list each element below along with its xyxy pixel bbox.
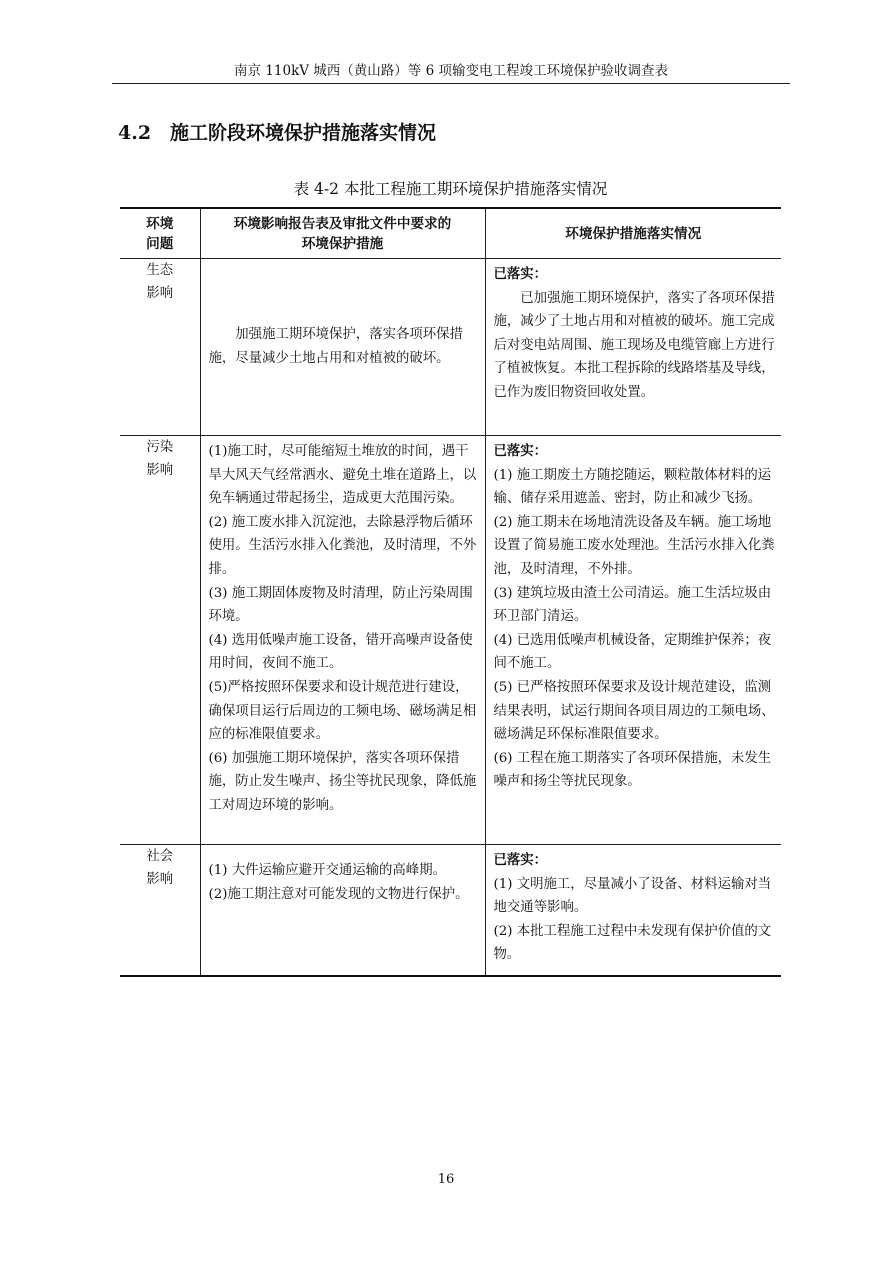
issue-label-line2: 影响 [146,872,174,887]
header-rule [112,83,790,84]
table-row [120,259,781,436]
required-item: (2)施工期注意对可能发现的文物进行保护。 [208,886,469,902]
header-required [200,208,485,259]
status-label: 已落实： [493,443,548,459]
issue-label-line1: 社会 [146,849,174,864]
required-cell [200,845,485,976]
measures-table [120,207,781,977]
issue-cell [120,845,200,976]
implemented-cell [485,845,781,976]
section-heading [118,120,436,146]
header-implemented: 环境保护措施落实情况 [485,208,781,259]
page-number: 16 [437,1172,455,1187]
required-item: (1)施工时，尽可能缩短土堆放的时间，遇干旱大风天气经常洒水、避免土堆在道路上，以免车辆通过带起扬尘，造成更大范围污染。 [208,444,477,507]
required-item: (3) 施工期固体废物及时清理，防止污染周围环境。 [208,585,473,625]
header-required-line2: 环境保护措施 [301,235,384,252]
implemented-item: (1) 文明施工，尽量减小了设备、材料运输对当地交通等影响。 [493,876,772,916]
required-item: (6) 加强施工期环境保护，落实各项环保措施，防止发生噪声、扬尘等扰民现象，降低施工对周边环境的影响。 [208,750,477,813]
header-issue [120,208,200,259]
issue-label-line1: 生态 [146,263,174,278]
implemented-item: (1) 施工期废土方随挖随运，颗粒散体材料的运输、储存采用遮盖、密封，防止和减少飞扬。 [493,467,772,507]
implemented-item: (6) 工程在施工期落实了各项环保措施，未发生噪声和扬尘等扰民现象。 [493,750,772,790]
table-caption: 表 4-2 本批工程施工期环境保护措施落实情况 [293,180,608,198]
required-item: (2) 施工废水排入沉淀池，去除悬浮物后循环使用。生活污水排入化粪池，及时清理，不外排。 [208,514,477,577]
issue-label-line2: 影响 [146,286,174,301]
implemented-item: (2) 施工期未在场地清洗设备及车辆。施工场地设置了简易施工废水处理池。生活污水排入化粪池，及时清理，不外排。 [493,514,775,577]
implemented-cell [485,259,781,436]
issue-label-line1: 污染 [146,440,174,455]
implemented-item: (2) 本批工程施工过程中未发现有保护价值的文物。 [493,923,772,963]
section-number: 4.2 [118,122,152,144]
running-header: 南京 110kV 城西（黄山路）等 6 项输变电工程竣工环境保护验收调查表 [234,63,668,79]
header-issue-line2: 问题 [146,235,174,252]
table-row [120,436,781,845]
table-row [120,845,781,976]
header-required-line1: 环境影响报告表及审批文件中要求的 [233,215,452,232]
header-issue-line1: 环境 [146,215,174,232]
issue-cell [120,436,200,845]
issue-cell [120,259,200,436]
implemented-item: 已加强施工期环境保护，落实了各项环保措施，减少了土地占用和对植被的破坏。施工完成后对变电站周围、施工现场及电缆管廊上方进行了植被恢复。本批工程拆除的线路塔基及导线，已作为废旧物资回收处置。 [493,290,775,400]
required-cell [200,259,485,436]
implemented-item: (5) 已严格按照环保要求及设计规范建设，监测结果表明，试运行期间各项目周边的工频电场、磁场满足环保标准限值要求。 [493,679,775,743]
required-cell [200,436,485,845]
implemented-cell [485,436,781,845]
required-item: (4) 选用低噪声施工设备，错开高噪声设备使用时间，夜间不施工。 [208,632,473,672]
implemented-item: (3) 建筑垃圾由渣土公司清运。施工生活垃圾由环卫部门清运。 [493,585,772,625]
status-label: 已落实： [493,852,548,868]
required-item: 加强施工期环境保护，落实各项环保措施，尽量减少土地占用和对植被的破坏。 [208,327,463,366]
status-label: 已落实： [493,266,548,282]
required-item: (1) 大件运输应避开交通运输的高峰期。 [208,863,446,878]
table-header-row [120,208,781,259]
required-item: (5)严格按照环保要求和设计规范进行建设，确保项目运行后周边的工频电场、磁场满足相应的标准限值要求。 [208,679,477,743]
issue-label-line2: 影响 [146,463,174,478]
section-title: 施工阶段环境保护措施落实情况 [170,122,437,144]
implemented-item: (4) 已选用低噪声机械设备，定期维护保养；夜间不施工。 [493,632,772,672]
